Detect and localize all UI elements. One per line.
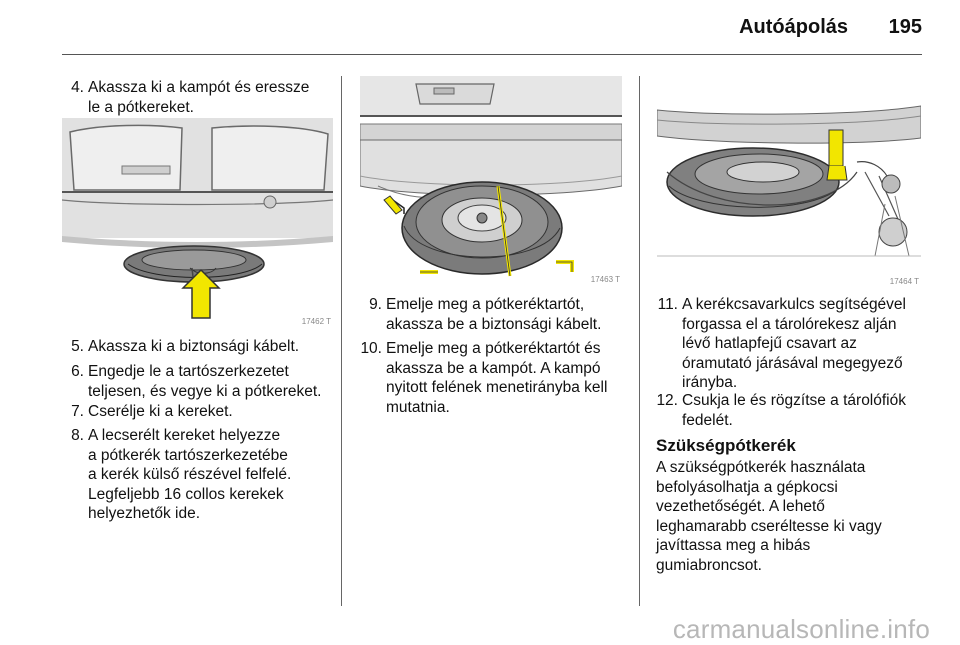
step-5 — [66, 337, 336, 357]
step-line: a kerék külső részével felfelé. — [88, 466, 292, 483]
step-text — [88, 426, 338, 524]
step-number: 5. — [71, 338, 84, 355]
storage-bolt-illustration — [657, 76, 921, 288]
step-line: teljesen, és vegye ki a pótkereket. — [88, 382, 322, 400]
step-line: irányba. — [682, 374, 738, 391]
step-line: Emelje meg a pótkeréktartót, — [386, 296, 585, 313]
step-text — [88, 78, 338, 117]
section-body — [656, 458, 924, 575]
figure-spare-wheel-lowered — [62, 118, 333, 328]
step-line: Cserélje ki a kereket. — [88, 403, 233, 420]
figure-storage-bolt — [657, 76, 921, 288]
page-title: Autóápolás — [739, 16, 848, 38]
section-title: Szükségpótkerék — [656, 436, 796, 455]
step-line: fedelét. — [682, 411, 733, 429]
section-line: vezethetőségét. A lehető — [656, 498, 825, 515]
step-number: 4. — [71, 79, 84, 96]
step-number: 7. — [71, 403, 84, 420]
step-6 — [66, 362, 338, 402]
step-number: 10. — [360, 340, 382, 357]
section-line: javíttassa meg a hibás — [656, 537, 811, 554]
figure-spare-wheel-carrier — [360, 76, 622, 286]
header-rule — [62, 54, 922, 55]
step-line: nyitott felének menetirányba kell — [386, 379, 608, 396]
figure-code: 17464 T — [889, 277, 919, 286]
step-text — [88, 402, 338, 422]
step-text — [682, 295, 926, 393]
spare-wheel-carrier-illustration — [360, 76, 622, 286]
section-line: leghamarabb cseréltesse ki vagy — [656, 517, 882, 535]
step-line: mutatnia. — [386, 398, 450, 416]
step-line: Engedje le a tartószerkezetet — [88, 363, 289, 380]
step-line: lévő hatlapfejű csavart az — [682, 335, 857, 352]
spare-wheel-lowered-illustration — [62, 118, 333, 328]
step-9 — [362, 295, 634, 335]
section-line: A szükségpótkerék használata — [656, 459, 866, 476]
step-line: le a pótkereket. — [88, 98, 194, 116]
step-line: Emelje meg a pótkeréktartót és — [386, 340, 601, 357]
step-11 — [652, 295, 924, 395]
step-8 — [66, 426, 336, 526]
step-number: 11. — [657, 296, 678, 313]
step-line: forgassa el a tárolórekesz alján — [682, 315, 897, 333]
step-line: Akassza ki a biztonsági kábelt. — [88, 338, 300, 355]
step-text — [386, 295, 636, 334]
step-text — [88, 362, 340, 401]
column-divider-1 — [341, 76, 342, 606]
section-line: gumiabroncsot. — [656, 556, 762, 574]
step-line: akassza be a kampót. A kampó — [386, 359, 601, 377]
column-divider-2 — [639, 76, 640, 606]
step-12 — [652, 391, 924, 431]
step-line: Legfeljebb 16 collos kerekek — [88, 485, 284, 503]
figure-code: 17463 T — [590, 275, 620, 284]
page-number: 195 — [888, 16, 922, 38]
step-line: helyezhetők ide. — [88, 505, 201, 522]
step-10 — [352, 339, 634, 419]
step-number: 6. — [71, 363, 84, 380]
step-text — [88, 337, 338, 357]
step-number: 9. — [369, 296, 382, 313]
section-line: befolyásolhatja a gépkocsi — [656, 478, 838, 496]
watermark: carmanualsonline.info — [672, 614, 930, 644]
step-number: 12. — [656, 392, 678, 409]
step-line: Csukja le és rögzítse a tárolófiók — [682, 392, 906, 409]
step-4 — [66, 78, 336, 118]
step-line: Akassza ki a kampót és eressze — [88, 79, 310, 96]
step-line: akassza be a biztonsági kábelt. — [386, 315, 602, 333]
step-text — [386, 339, 636, 417]
step-line: A lecserélt kereket helyezze — [88, 427, 281, 444]
step-line: a pótkerék tartószerkezetébe — [88, 446, 288, 464]
step-number: 8. — [71, 427, 84, 444]
figure-code: 17462 T — [301, 317, 331, 326]
step-7 — [66, 402, 336, 422]
step-text — [682, 391, 926, 430]
step-line: A kerékcsavarkulcs segítségével — [682, 296, 906, 313]
step-line: óramutató járásával megegyező — [682, 354, 903, 372]
